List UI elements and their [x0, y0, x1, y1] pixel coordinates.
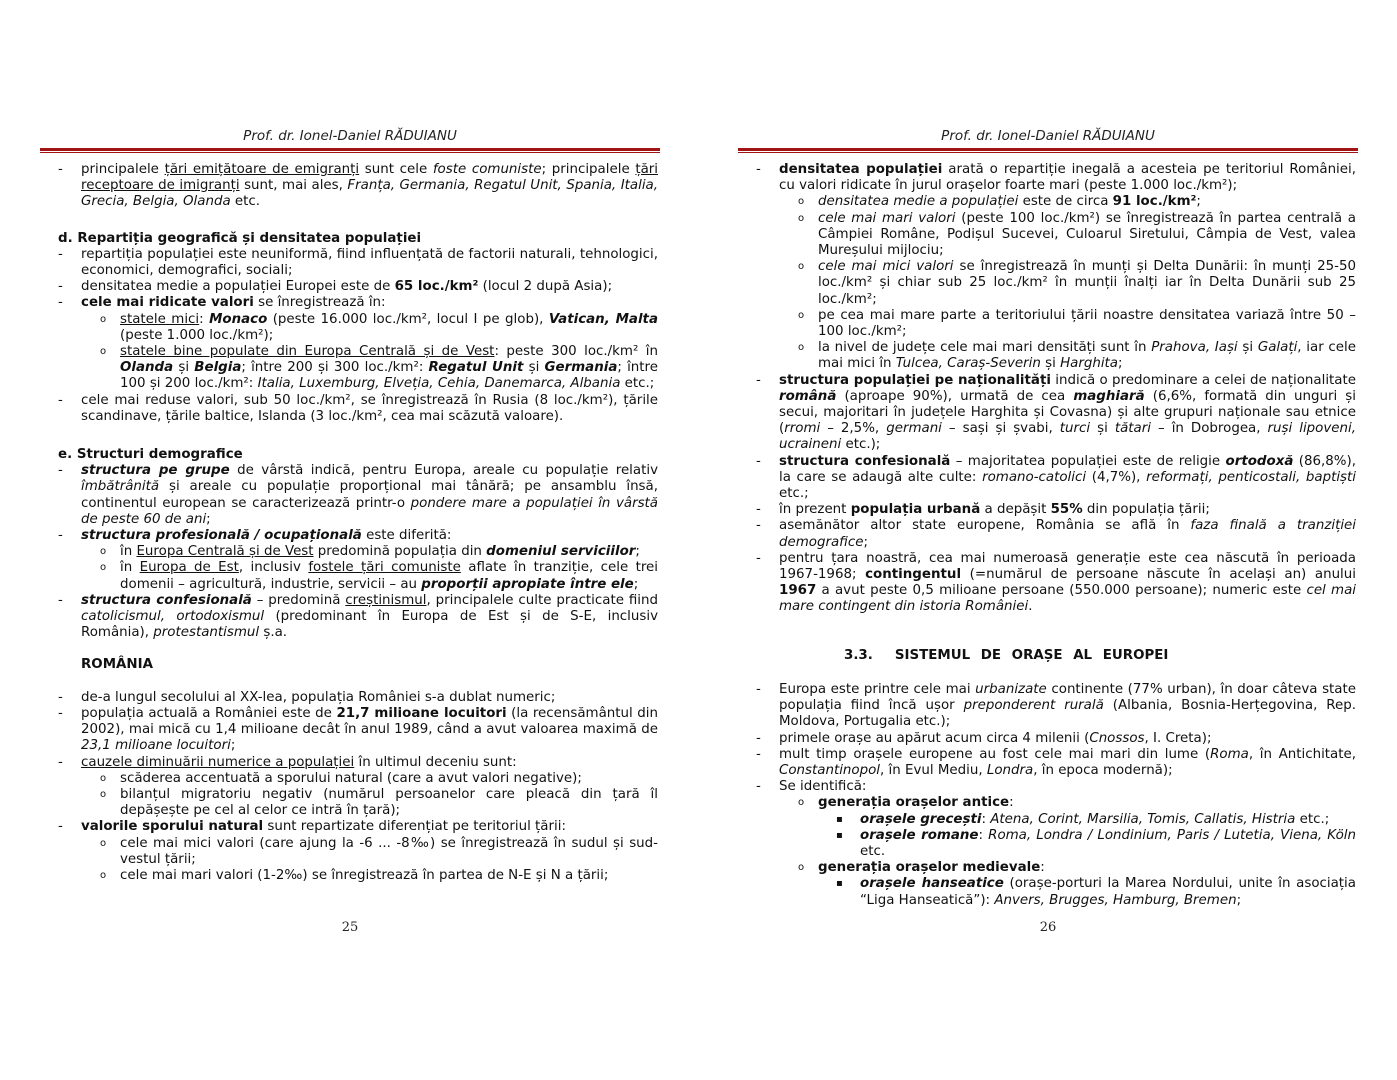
page-number: 26: [1039, 920, 1057, 935]
sub-item: o la nivel de județe cele mai mari densități sunt în Prahova, Iași și Galați, iar cele mai mici în Tulcea, Caraș-Severin și Harghita;: [798, 340, 1356, 372]
sub-item: o scăderea accentuată a sporului natural (care a avut valori negative);: [100, 770, 582, 786]
page-content: [756, 162, 1356, 909]
sub-item: o generația orașelor medievale:: [798, 860, 1045, 876]
sub-item: o pe cea mai mare parte a teritoriului țării noastre densitatea variază între 50 – 100 loc./km²;: [798, 307, 1356, 340]
page-header: Prof. dr. Ionel-Daniel RĂDUIANU: [243, 128, 457, 144]
list-item: - densitatea medie a populației Europei este de 65 loc./km² (locul 2 după Asia);: [58, 279, 613, 295]
page-left: [40, 0, 660, 1080]
section-heading: e. Structuri demografice: [58, 447, 243, 463]
list-item: - valorile sporului natural sunt repartizate diferențiat pe teritoriul țării:: [58, 819, 566, 835]
list-item: - cele mai ridicate valori se înregistrează în:: [58, 295, 386, 311]
list-item: - cele mai reduse valori, sub 50 loc./km², se înregistrează în Rusia (8 loc./km²), țările scandinave, țările baltice, Islanda (3 loc./km², cea mai scăzută valoare).: [58, 392, 658, 424]
sub-item: o statele mici: Monaco (peste 16.000 loc./km², locul I pe glob), Vatican, Malta (peste 1.000 loc./km²);: [100, 311, 658, 343]
page-header: Prof. dr. Ionel-Daniel RĂDUIANU: [941, 128, 1155, 144]
sub-item: o bilanțul migratoriu negativ (numărul persoanelor care pleacă din țară îl depășește pe cel al celor ce intră în țară);: [100, 786, 658, 819]
list-item: - Europa este printre cele mai urbanizate continente (77% urban), în doar câteva state populația fiind încă ușor preponderent rurală (Albania, Bosnia-Herțegovina, Rep. Moldova, Portugalia etc.);: [756, 681, 1357, 730]
list-item: - cauzele diminuării numerice a populației în ultimul deceniu sunt:: [58, 754, 517, 770]
list-item: - de-a lungul secolului al XX-lea, populația României s-a dublat numeric;: [58, 689, 556, 705]
section-heading: ROMÂNIA: [81, 657, 153, 673]
sub-item: o statele bine populate din Europa Centrală și de Vest: peste 300 loc./km² în Olanda și Belgia; între 200 și 300 loc./km²: Regatul Unit și Germania; între 100 și 200 loc./km²: Italia, Luxemburg, Elveția, Cehia, Danemarca, Albania etc.;: [100, 344, 659, 392]
list-item: - structura confesională – majoritatea populației este de religie ortodoxă (86,8%), la care se adaugă alte culte: romano-catolici (4,7%), reformați, penticostali, baptiști etc.;: [756, 453, 1357, 502]
sub-item: o în Europa de Est, inclusiv fostele țări comuniste aflate în tranziție, cele trei domenii – agricultură, industrie, servicii – au proporții apropiate între ele;: [100, 560, 659, 592]
sub-item: o cele mai mici valori se înregistrează în munți și Delta Dunării: în munți 25-50 loc./km² și chiar sub 25 loc./km² în munții înalți iar în Delta Dunării sub 25 loc./km²;: [798, 259, 1356, 307]
sub-item: o cele mai mari valori (peste 100 loc./km²) se înregistrează în partea centrală a Câmpiei Române, Podișul Sucevei, Culoarul Siretului, Câmpia de Vest, valea Mureșului mijlociu;: [798, 210, 1357, 259]
list-item: - structura profesională / ocupațională este diferită:: [58, 528, 452, 544]
sub-sub-item: ▪ orașele grecești: Atena, Corint, Marsilia, Tomis, Callatis, Histria etc.;: [836, 811, 1330, 827]
list-item: - populația actuală a României este de 21,7 milioane locuitori (la recensământul din 2002), mai mică cu 1,4 milioane decât în anul 1989, când a avut valoarea maximă de 23,1 milioane locuitori;: [58, 705, 658, 754]
sub-sub-item: ▪ orașele hanseatice (orașe-porturi la Marea Nordului, unite în asociația “Liga Hanseatică”): Anvers, Brugges, Hamburg, Bremen;: [836, 876, 1356, 908]
sub-item: o generația orașelor antice:: [798, 795, 1014, 811]
list-item: - Se identifică:: [756, 779, 867, 795]
list-item: - primele orașe au apărut acum circa 4 milenii (Cnossos, I. Creta);: [756, 730, 1212, 746]
list-item: - structura populației pe naționalități indică o predominare a celei de naționalitate română (aproape 90%), urmată de cea maghiară (6,6%, formată din unguri și secui, majoritari în județele Harghita și Covasna) și alte grupuri naționale sau etnice (rromi – 2,5%, germani – sași și șvabi, turci și tătari – în Dobrogea, ruși lipoveni, ucraineni etc.);: [756, 372, 1356, 453]
section-heading: d. Repartiția geografică și densitatea populației: [58, 230, 422, 246]
page-number: 25: [341, 920, 359, 935]
list-item: - mult timp orașele europene au fost cele mai mari din lume (Roma, în Antichitate, Constantinopol, în Evul Mediu, Londra, în epoca modernă);: [756, 746, 1356, 778]
sub-item: o cele mai mici valori (care ajung la -6 ... -8‰) se înregistrează în sudul și sud-vestul țării;: [100, 835, 658, 867]
list-item: - principalele țări emițătoare de emigranți sunt cele foste comuniste; principalele țări receptoare de imigranți sunt, mai ales, Franța, Germania, Regatul Unit, Spania, Italia, Grecia, Belgia, Olanda etc.: [58, 162, 659, 210]
list-item: - structura pe grupe de vârstă indică, pentru Europa, areale cu populație relativ îmbătrânită și areale cu populație proporțional mai tânără; pe ansamblu însă, continentul european se caracterizează printr-o pondere mare a populației în vârstă de peste 60 de ani;: [58, 463, 659, 527]
section-number: 3.3.: [844, 647, 873, 663]
sub-item: o densitatea medie a populației este de circa 91 loc./km²;: [798, 194, 1201, 210]
page-content: [58, 162, 658, 884]
sub-item: o cele mai mari valori (1-2‰) se înregistrează în partea de N-E și N a țării;: [100, 867, 609, 883]
list-item: - asemănător altor state europene, România se află în faza finală a tranziției demografice;: [756, 518, 1356, 550]
list-item: - structura confesională – predomină creștinismul, principalele culte practicate fiind catolicismul, ortodoxismul (predominant în Europa de Est și de S-E, inclusiv România), protestantismul ș.a.: [58, 592, 658, 641]
header-rule: [738, 148, 1358, 151]
section-title: [844, 648, 1356, 664]
list-item: - densitatea populației arată o repartiție inegală a acesteia pe teritoriul României, cu valori ridicate în jurul orașelor foarte mari (peste 1.000 loc./km²);: [756, 162, 1356, 194]
sub-sub-item: ▪ orașele romane: Roma, Londra / Londinium, Paris / Lutetia, Viena, Köln etc.: [836, 827, 1356, 859]
page-right: [738, 0, 1358, 1080]
list-item: - repartiția populației este neuniformă, fiind influențată de factorii naturali, tehnologici, economici, demografici, sociali;: [58, 246, 658, 279]
list-item: - pentru țara noastră, cea mai numeroasă generație este cea născută în perioada 1967-1968; contingentul (=numărul de persoane născute în același an) anului 1967 a avut peste 0,5 milioane persoane (550.000 persoane); numeric este cel mai mare contingent din istoria României.: [756, 550, 1356, 615]
sub-item: o în Europa Centrală și de Vest predomină populația din domeniul serviciilor;: [100, 544, 640, 560]
section-title-text: SISTEMUL DE ORAȘE AL EUROPEI: [894, 647, 1169, 663]
list-item: - în prezent populația urbană a depășit 55% din populația țării;: [756, 502, 1210, 518]
header-rule: [40, 148, 660, 151]
